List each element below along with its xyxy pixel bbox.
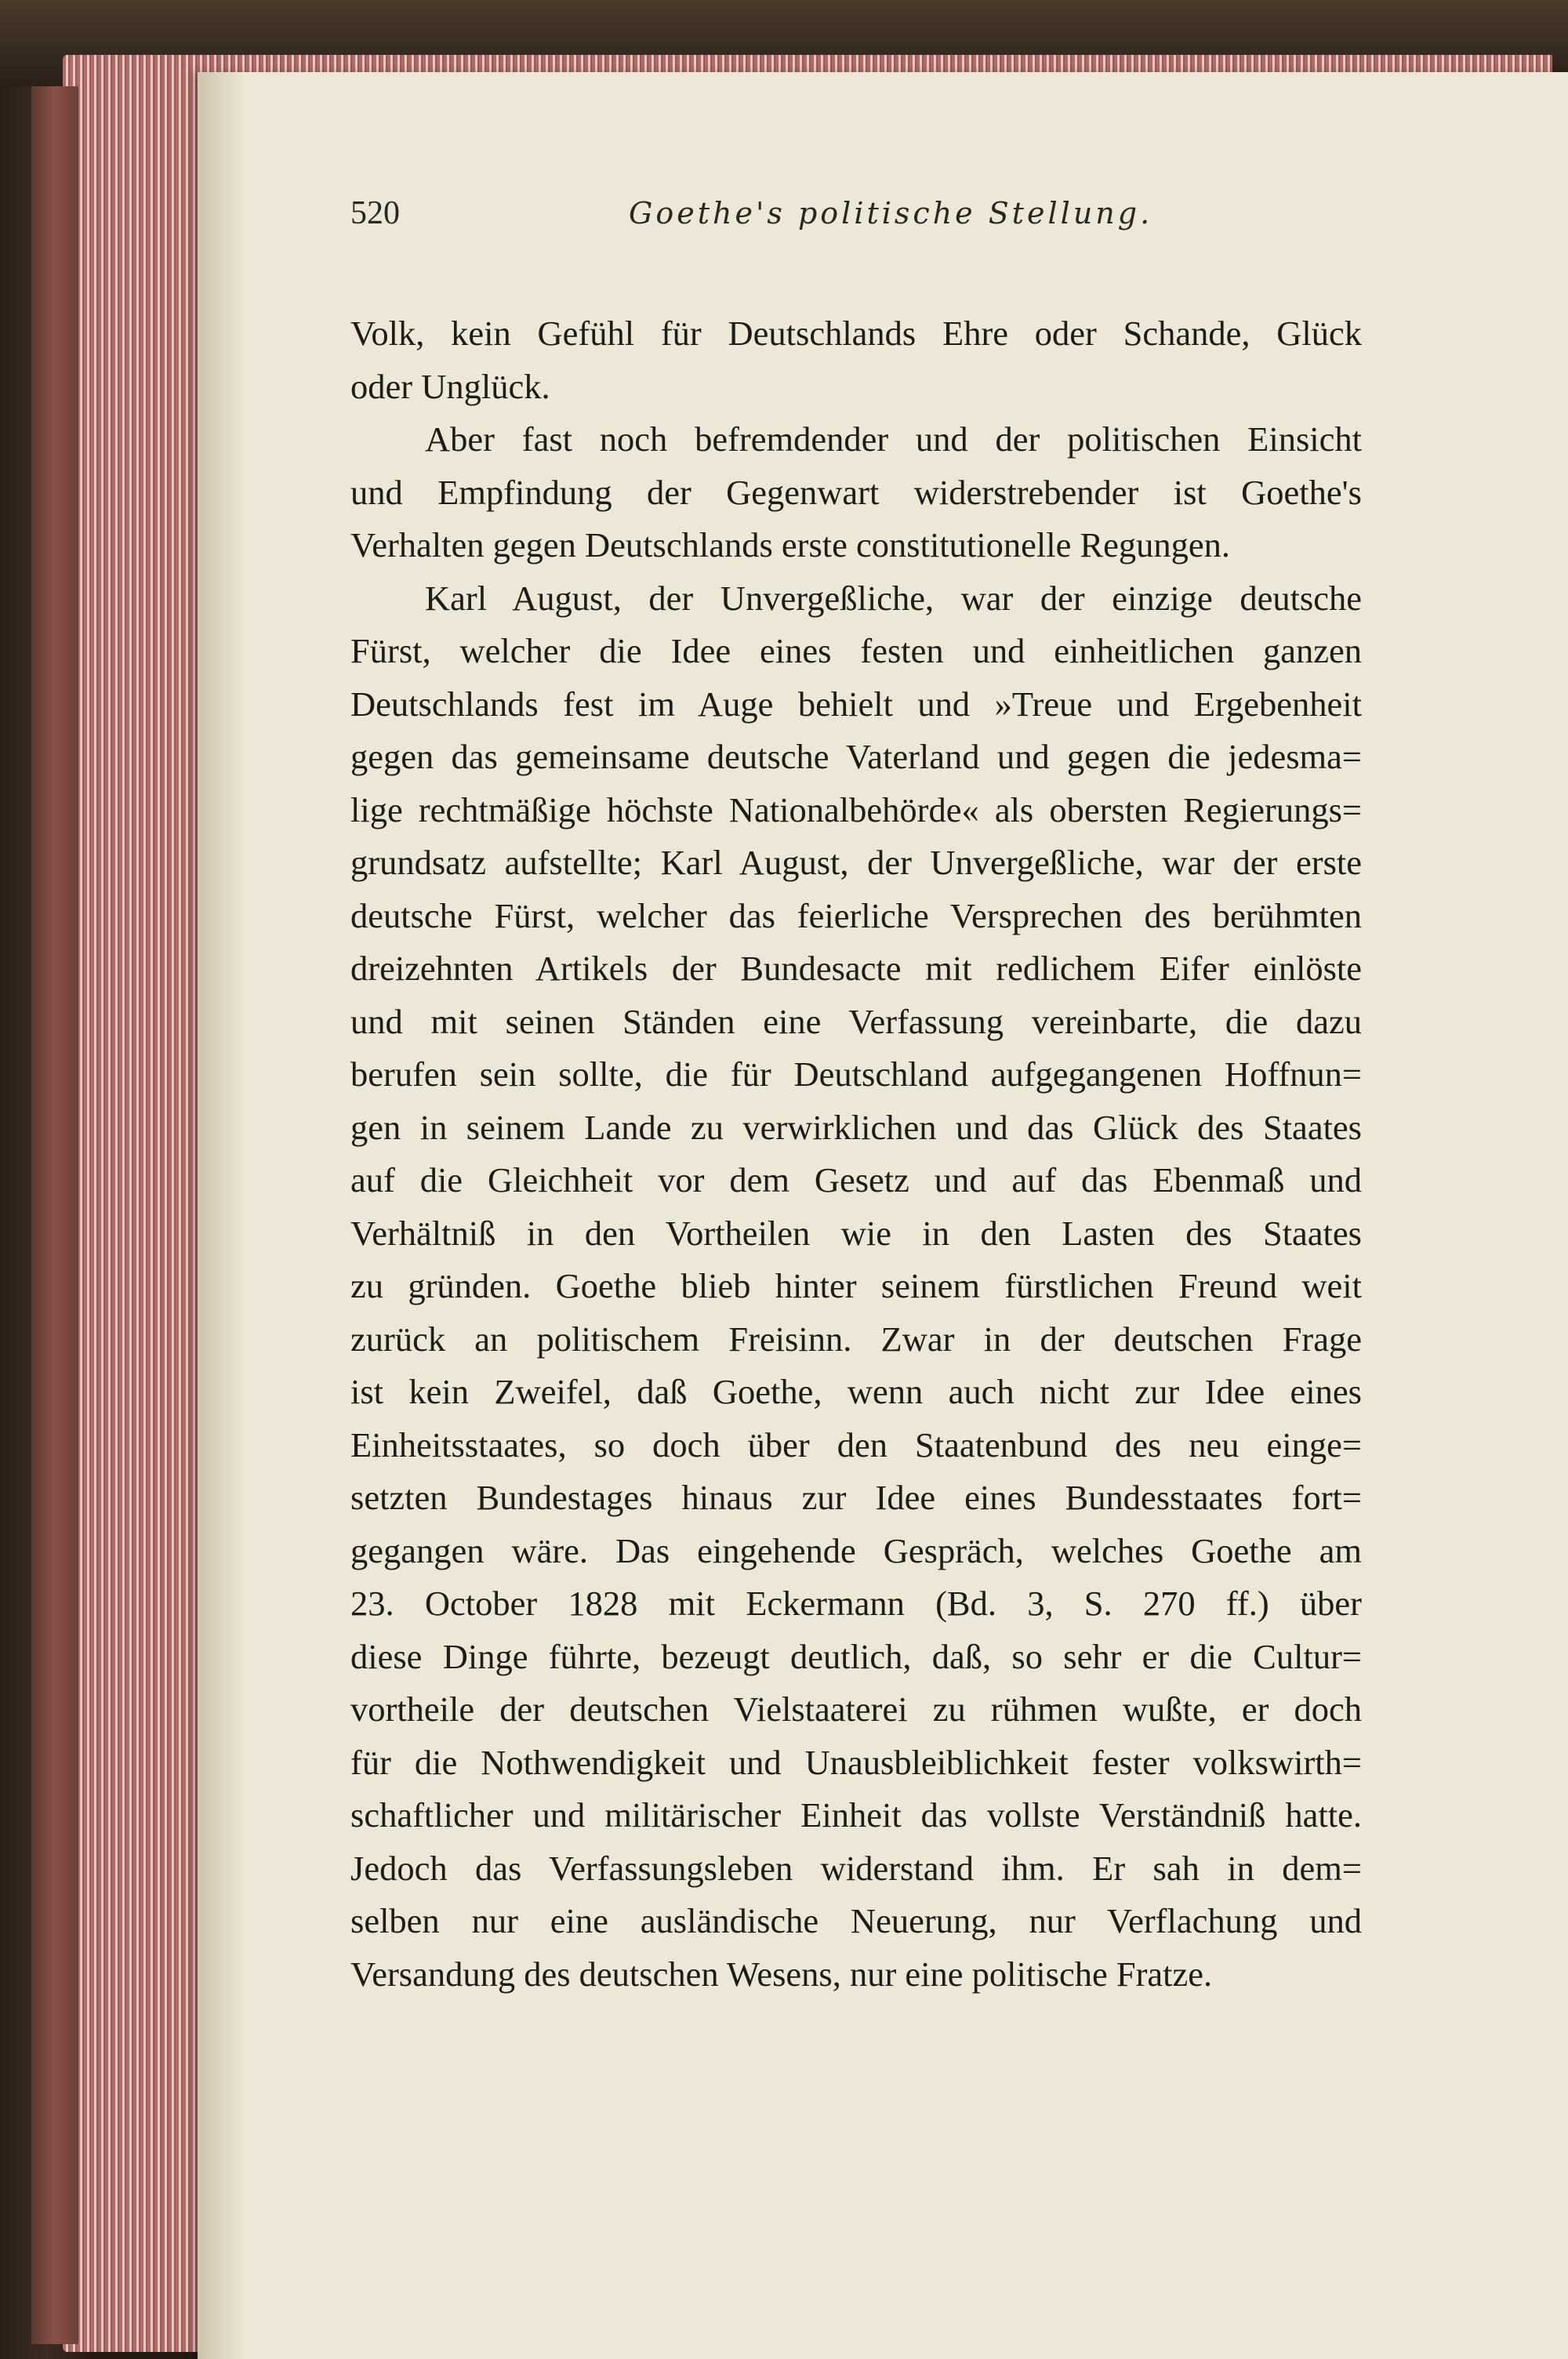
text-line: Versandung des deutschen Wesens, nur eine politische Fratze. (350, 1954, 1213, 1994)
binding-spine (31, 86, 78, 2344)
page-number: 520 (350, 195, 400, 231)
text-line: gegangen wäre. Das eingehende Gespräch, welches Goethe am (350, 1530, 1362, 1570)
paragraph (350, 413, 1362, 572)
text-line: Deutschlands fest im Auge behielt und »Treue und Ergebenheit (350, 684, 1362, 724)
text-line: oder Unglück. (350, 366, 550, 406)
text-line: Karl August, der Unvergeßliche, war der einzige deutsche (425, 578, 1362, 618)
text-line: deutsche Fürst, welcher das feierliche Versprechen des berühmten (350, 895, 1362, 935)
body-text (350, 307, 1362, 2001)
page-header (198, 190, 1568, 237)
text-line: zurück an politischem Freisinn. Zwar in der deutschen Frage (350, 1319, 1362, 1359)
text-line: gegen das gemeinsame deutsche Vaterland und gegen die jedesma= (350, 737, 1362, 776)
text-line: zu gründen. Goethe blieb hinter seinem fürstlichen Freund weit (350, 1266, 1362, 1305)
text-line: Verhältniß in den Vortheilen wie in den Lasten des Staates (350, 1213, 1362, 1253)
text-line: für die Nothwendigkeit und Unausbleiblichkeit fester volkswirth= (350, 1742, 1362, 1782)
text-line: vortheile der deutschen Vielstaaterei zu rühmen wußte, er doch (350, 1689, 1362, 1729)
text-line: auf die Gleichheit vor dem Gesetz und auf das Ebenmaß und (350, 1160, 1362, 1199)
text-line: Jedoch das Verfassungsleben widerstand ihm. Er sah in dem= (350, 1848, 1362, 1888)
text-line: selben nur eine ausländische Neuerung, nur Verflachung und (350, 1901, 1362, 1940)
paragraph (350, 307, 1362, 413)
book-page (198, 72, 1568, 2359)
running-title: Goethe's politische Stellung. (629, 196, 1153, 230)
text-line: und Empfindung der Gegenwart widerstrebender ist Goethe's (350, 472, 1362, 512)
text-line: Einheitsstaates, so doch über den Staatenbund des neu einge= (350, 1424, 1362, 1464)
text-line: und mit seinen Ständen eine Verfassung vereinbarte, die dazu (350, 1001, 1362, 1041)
text-line: Fürst, welcher die Idee eines festen und einheitlichen ganzen (350, 631, 1362, 670)
text-line: schaftlicher und militärischer Einheit das vollste Verständniß hatte. (350, 1795, 1362, 1835)
text-line: setzten Bundestages hinaus zur Idee eines Bundesstaates fort= (350, 1478, 1362, 1517)
text-line: Volk, kein Gefühl für Deutschlands Ehre oder Schande, Glück (350, 314, 1362, 353)
text-line: berufen sein sollte, die für Deutschland aufgegangenen Hoffnun= (350, 1054, 1362, 1094)
text-line: grundsatz aufstellte; Karl August, der Unvergeßliche, war der erste (350, 843, 1362, 882)
paragraph (350, 572, 1362, 2002)
text-line: Verhalten gegen Deutschlands erste constitutionelle Regungen. (350, 525, 1231, 564)
text-line: Aber fast noch befremdender und der politischen Einsicht (425, 419, 1362, 459)
text-line: 23. October 1828 mit Eckermann (Bd. 3, S. 270 ff.) über (350, 1584, 1362, 1623)
text-line: ist kein Zweifel, daß Goethe, wenn auch nicht zur Idee eines (350, 1372, 1362, 1411)
text-line: lige rechtmäßige höchste Nationalbehörde« als obersten Regierungs= (350, 789, 1362, 829)
text-line: diese Dinge führte, bezeugt deutlich, daß, so sehr er die Cultur= (350, 1636, 1362, 1676)
text-line: dreizehnten Artikels der Bundesacte mit redlichem Eifer einlöste (350, 949, 1362, 988)
text-line: gen in seinem Lande zu verwirklichen und das Glück des Staates (350, 1107, 1362, 1147)
